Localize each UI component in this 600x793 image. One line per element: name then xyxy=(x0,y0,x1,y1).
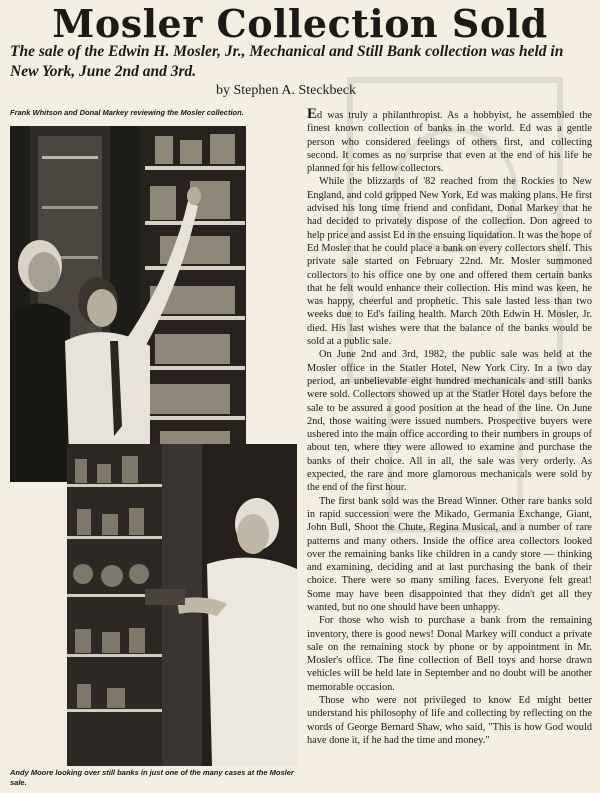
paragraph-2: While the blizzards of '82 reached from the Rockies to New England, and cold gripped New York, Ed was making plans. He first advised his long time friend and confidant, Donal Markey that he had decided to privately dispose of the collection. Don agreed to help price and assist Ed in the ensuing liquidation. It was the hope of Ed Mosler that he could place a bank on every collectors shelf. This private sale started on February 22nd. Mr. Mosler summoned collectors to his office one by one and offered them certain banks that he felt would enhance their collection. His mind was keen, he was happy, cheerful and prophetic. This sale lasted less than two weeks due to Ed's failing health. March 20th Edwin H. Mosler, Jr. died. His last wishes were that the balance of the banks would be sold at a public sale. xyxy=(307,176,592,348)
headline: Mosler Collection Sold xyxy=(52,1,548,46)
photo-whitson-markey xyxy=(10,126,246,482)
paragraph-4: The first bank sold was the Bread Winner. Other rare banks sold in rapid succession were the Mikado, Germania Exchange, Giant, John Bull, Shoot the Chute, Regina Musical, and a number of rare patterns and many others. Inside the office area collectors looked over the remaining banks like children in a candy store — thinking and examining, deciding and at last purchasing the bank of their choice. There were so many smiling faces. Everyone felt great! Some may have been disappointed that they didn't get all they wanted, but no one should have been unhappy. xyxy=(307,495,592,613)
photo-andy-moore xyxy=(67,444,297,766)
article-body xyxy=(307,108,592,790)
photo-caption-bottom: Andy Moore looking over still banks in just one of the many cases at the Mosler sale. xyxy=(10,768,294,787)
paragraph-3: On June 2nd and 3rd, 1982, the public sale was held at the Mosler office in the Statler Hotel, New York City. In a two day period, an unbelievable eight hundred mechanicals and still banks were sold. Collectors showed up at the Statler Hotel days before the sale to be assured a good position at the head of the line. On June 2nd, those waiting were issued numbers. Prospective buyers were ushered into the main office according to their numbers in groups of about ten, where they were allowed to examine and purchase the banks of their choice. All in all, the sale was very orderly. As expected, the rare and more glamorous mechanicals were sold by the end of the first hour. xyxy=(307,349,592,494)
paragraph-5: For those who wish to purchase a bank from the remaining inventory, there is good news! Donal Markey will conduct a private sale on the remaining stock by phone or by appointment in Mr. Mosler's office. The fine collection of Bell toys and horse drawn vehicles will be held late in September and no doubt will be another memorable occasion. xyxy=(307,615,592,693)
drop-cap: E xyxy=(307,108,318,122)
photo-andy-moore-image xyxy=(67,444,297,766)
byline: by Stephen A. Steckbeck xyxy=(216,83,356,98)
paragraph-1-text: d was truly a philanthropist. As a hobbyist, he assembled the finest known collection of banks in the world. Ed was a gentle person who considered feelings of others first, and collecting second. It comes as no surprise that even at the end of his life he planned for his fellow collectors. xyxy=(307,110,592,175)
paragraph-1 xyxy=(307,108,592,175)
photo-caption-top: Frank Whitson and Donal Markey reviewing the Mosler collection. xyxy=(10,108,244,117)
paragraph-6: Those who were not privileged to know Ed might better understand his philosophy of life and collecting by reflecting on the words of George Bernard Shaw, who said, "This is how God would have done it, if he had the time and money." xyxy=(307,695,592,746)
deck-subtitle: The sale of the Edwin H. Mosler, Jr., Mechanical and Still Bank collection was held in New York, June 2nd and 3rd. xyxy=(10,43,564,80)
photo-whitson-markey-image xyxy=(10,126,246,482)
